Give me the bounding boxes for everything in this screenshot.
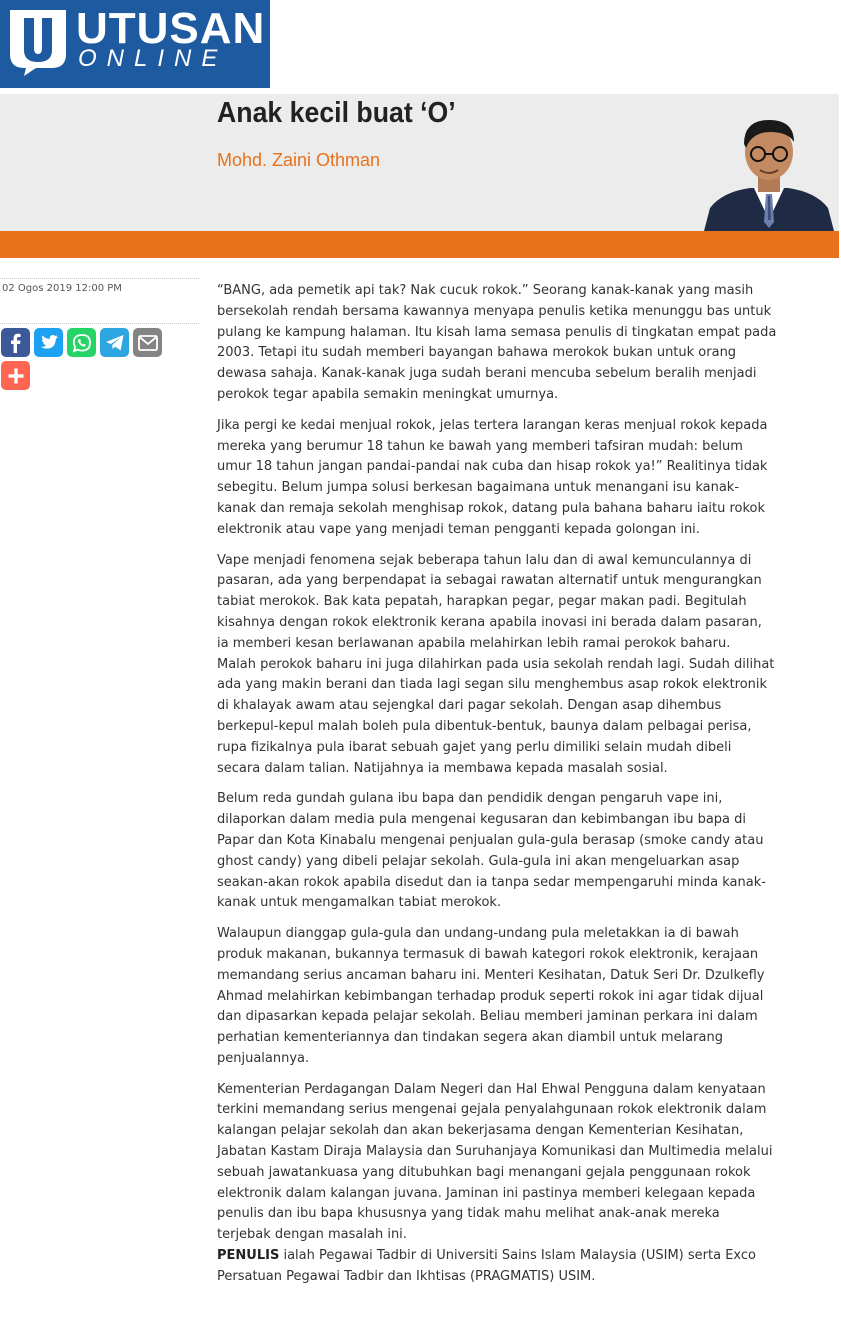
author-note	[217, 1246, 777, 1288]
article-body	[217, 281, 777, 1298]
add-more-icon	[7, 367, 25, 385]
author-avatar	[700, 112, 838, 231]
author-note-label: PENULIS	[217, 1248, 280, 1264]
telegram-icon	[105, 334, 125, 352]
whatsapp-icon	[71, 332, 93, 354]
article-paragraph: Belum reda gundah gulana ibu bapa dan pendidik dengan pengaruh vape ini, dilaporkan dalam media pula mengenai kegusaran dan kebimbangan ibu bapa di Papar dan Kota Kinabalu mengenai penjualan gula-gula berasap (smoke candy atau ghost candy) yang dibeli pelajar sekolah. Gula-gula ini akan mengeluarkan asap seakan-akan rokok apabila disedut dan ia tanpa sedar mempengaruhi minda kanak-kanak untuk mengamalkan tabiat merokok.	[217, 791, 766, 911]
article-paragraph: Kementerian Perdagangan Dalam Negeri dan Hal Ehwal Pengguna dalam kenyataan terkini memandang serius mengenai gejala penyalahgunaan rokok elektronik dalam kalangan pelajar sekolah dan akan bekerjasama dengan Kementerian Kesihatan, Jabatan Kastam Diraja Malaysia dan Suruhanjaya Komunikasi dan Multimedia melalui sebuah jawatankuasa yang ditubuhkan bagi menangani gejala penggunaan rokok elektronik dalam kalangan juvana. Jaminan ini pastinya memberi kelegaan kepada penulis dan ibu bapa khususnya yang tidak mahu melihat anak-anak mereka terjebak dengan masalah ini.	[217, 1081, 773, 1243]
share-facebook-button[interactable]	[1, 328, 30, 357]
share-twitter-button[interactable]	[34, 328, 63, 357]
header-accent-bar	[0, 231, 839, 258]
author-note-text: ialah Pegawai Tadbir di Universiti Sains Islam Malaysia (USIM) serta Exco Persatuan Pegawai Tadbir dan Ikhtisas (PRAGMATIS) USIM.	[217, 1248, 756, 1284]
facebook-icon	[6, 333, 26, 353]
sidebar-divider	[0, 278, 199, 279]
share-telegram-button[interactable]	[100, 328, 129, 357]
article-paragraph: Malah perokok baharu ini juga dilahirkan pada usia sekolah rendah lagi. Sudah dilihat ada yang makin berani dan tiada lagi segan silu menghembus asap rokok elektronik di khalayak awam atau sejengkal dari pagar sekolah. Dengan asap dihembus berkepul-kepul malah boleh pula dibentuk-bentuk, baunya dalam pelbagai perisa, rupa fizikalnya pula ibarat sebuah gajet yang perlu dimiliki selain mudah dibeli secara dalam talian. Natijahnya ia membawa kepada masalah sosial.	[217, 656, 775, 776]
article-paragraph: Vape menjadi fenomena sejak beberapa tahun lalu dan di awal kemunculannya di pasaran, ada yang berpendapat ia sebagai rawatan alternatif untuk mengurangkan tabiat merokok. Bak kata pepatah, harapkan pegar, pegar makan padi. Begitulah kisahnya dengan rokok elektronik kerana apabila inovasi ini berada dalam pasaran, ia memberi kesan berlawanan apabila melahirkan lebih ramai perokok baharu.	[217, 552, 762, 651]
logo-title: UTUSAN	[76, 4, 266, 53]
share-more-button[interactable]	[1, 361, 30, 390]
article-paragraph: Jika pergi ke kedai menjual rokok, jelas tertera larangan keras menjual rokok kepada mereka yang berumur 18 tahun ke bawah yang memberi tafsiran mudah: belum umur 18 tahun jangan pandai-pandai nak cuba dan hisap rokok ya!” Realitinya tidak sebegitu. Belum jumpa solusi berkesan bagaimana untuk menangani isu kanak-kanak dan remaja sekolah menghisap rokok, datang pula bahana baharu iaitu rokok elektronik atau vape yang menjadi teman pengganti kepada golongan ini.	[217, 417, 768, 537]
site-logo[interactable]	[0, 0, 270, 88]
sidebar-divider	[0, 323, 199, 324]
twitter-icon	[39, 334, 59, 352]
share-email-button[interactable]	[133, 328, 162, 357]
utusan-logo-icon	[6, 6, 70, 76]
email-icon	[138, 335, 158, 351]
logo-subtitle: ONLINE	[78, 45, 228, 72]
share-whatsapp-button[interactable]	[67, 328, 96, 357]
article-paragraph: “BANG, ada pemetik api tak? Nak cucuk rokok.” Seorang kanak-kanak yang masih bersekolah rendah bersama kawannya menyapa penulis ketika menunggu bas untuk pulang ke kampung halaman. Itu kisah lama semasa penulis di tingkatan empat pada 2003. Tetapi itu sudah memberi bayangan bahawa merokok bukan untuk orang dewasa sahaja. Kanak-kanak juga sudah berani mencuba sebelum beralih menjadi perokok tegar apabila semakin meningkat umurnya.	[217, 283, 777, 402]
publish-date: 02 Ogos 2019 12:00 PM	[2, 283, 122, 294]
author-name[interactable]: Mohd. Zaini Othman	[217, 150, 381, 170]
article-paragraph: Walaupun dianggap gula-gula dan undang-undang pula meletakkan ia di bawah produk makanan, bukannya termasuk di bawah kategori rokok elektronik, kerajaan memandang serius ancaman baharu ini. Menteri Kesihatan, Datuk Seri Dr. Dzulkefly Ahmad melahirkan kebimbangan terhadap produk seperti rokok ini agar tidak dijual dan dipasarkan kepada pelajar sekolah. Beliau memberi jaminan perkara ini dalam perhatian kementeriannya dan tindakan segera akan diambil untuk melarang penjualannya.	[217, 926, 765, 1066]
article-title: Anak kecil buat ‘O’	[217, 97, 456, 129]
